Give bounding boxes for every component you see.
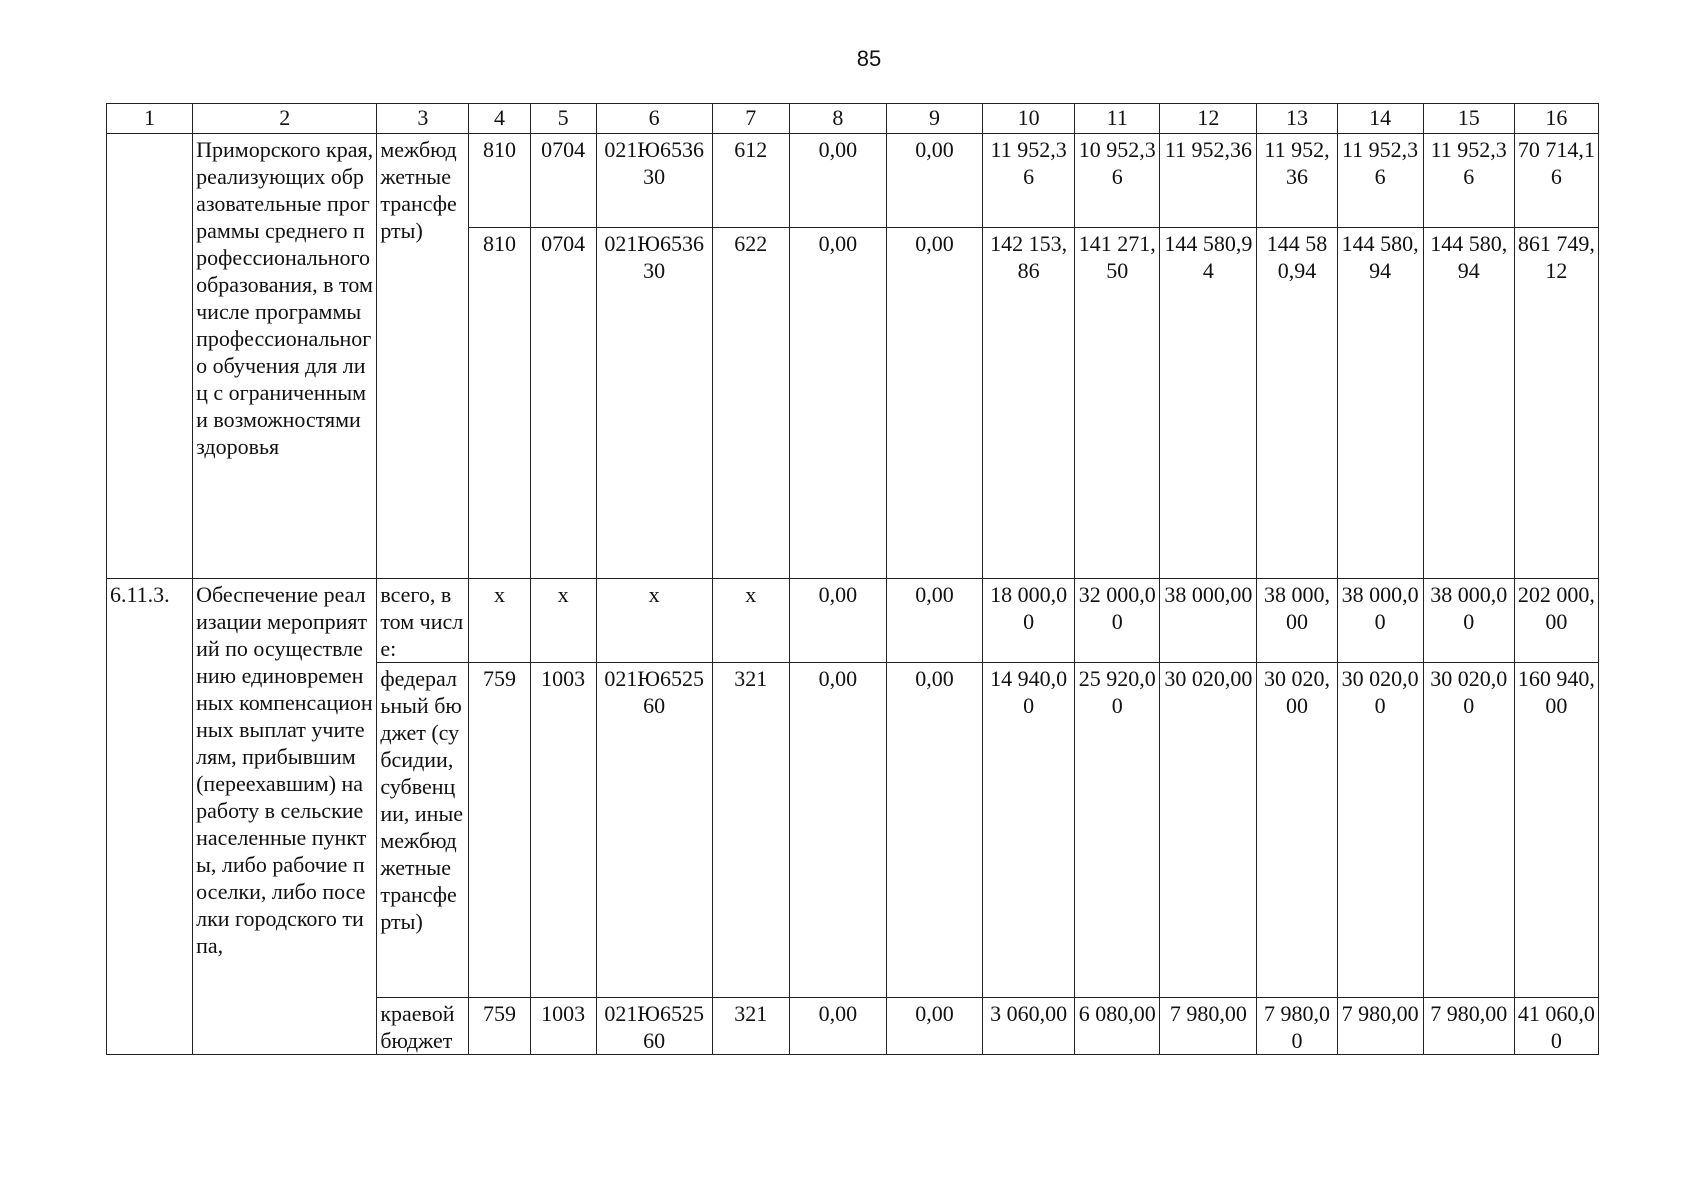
- header-cell: 11: [1075, 104, 1160, 134]
- value-cell: x: [596, 579, 712, 663]
- value-cell: 30 020,00: [1337, 663, 1423, 998]
- value-cell: 3 060,00: [983, 998, 1075, 1055]
- funding-source-cell: краевой бюджет: [377, 998, 469, 1055]
- value-cell: 0704: [530, 228, 596, 579]
- header-cell: 6: [596, 104, 712, 134]
- value-cell: 0,00: [789, 134, 886, 228]
- value-cell: 38 000,00: [1160, 579, 1257, 663]
- value-cell: 144 580,94: [1257, 228, 1337, 579]
- value-cell: 144 580,94: [1337, 228, 1423, 579]
- header-cell: 3: [377, 104, 469, 134]
- value-cell: 0704: [530, 134, 596, 228]
- row-number-cell: [107, 134, 193, 579]
- value-cell: 7 980,00: [1337, 998, 1423, 1055]
- value-cell: x: [530, 579, 596, 663]
- value-cell: 30 020,00: [1160, 663, 1257, 998]
- value-cell: 861 749,12: [1514, 228, 1598, 579]
- value-cell: 0,00: [886, 663, 982, 998]
- header-cell: 10: [983, 104, 1075, 134]
- header-cell: 1: [107, 104, 193, 134]
- value-cell: 0,00: [789, 228, 886, 579]
- value-cell: 810: [469, 228, 530, 579]
- funding-source-cell: межбюджетные трансферты): [377, 134, 469, 579]
- value-cell: 021Ю652560: [596, 998, 712, 1055]
- value-cell: 38 000,00: [1257, 579, 1337, 663]
- value-cell: 160 940,00: [1514, 663, 1598, 998]
- value-cell: 142 153,86: [983, 228, 1075, 579]
- value-cell: 6 080,00: [1075, 998, 1160, 1055]
- value-cell: 810: [469, 134, 530, 228]
- value-cell: 11 952,36: [1160, 134, 1257, 228]
- header-cell: 2: [193, 104, 377, 134]
- value-cell: 0,00: [789, 663, 886, 998]
- value-cell: 0,00: [789, 579, 886, 663]
- table-row: [107, 134, 1599, 228]
- header-cell: 13: [1257, 104, 1337, 134]
- header-cell: 14: [1337, 104, 1423, 134]
- value-cell: 41 060,00: [1514, 998, 1598, 1055]
- value-cell: 32 000,00: [1075, 579, 1160, 663]
- value-cell: 11 952,36: [1423, 134, 1514, 228]
- value-cell: 14 940,00: [983, 663, 1075, 998]
- value-cell: 141 271,50: [1075, 228, 1160, 579]
- header-cell: 12: [1160, 104, 1257, 134]
- value-cell: 321: [712, 663, 789, 998]
- value-cell: 1003: [530, 998, 596, 1055]
- measure-name-cell: Обеспечение реализации мероприятий по осуществлению единовременных компенсационных выплат учителям, прибывшим (переехавшим) на работу в сельские населенные пункты, либо рабочие поселки, либо поселки городского типа,: [193, 579, 377, 1055]
- value-cell: 38 000,00: [1423, 579, 1514, 663]
- value-cell: 7 980,00: [1257, 998, 1337, 1055]
- header-cell: 4: [469, 104, 530, 134]
- value-cell: 7 980,00: [1160, 998, 1257, 1055]
- value-cell: 30 020,00: [1257, 663, 1337, 998]
- value-cell: 144 580,94: [1423, 228, 1514, 579]
- header-row: [107, 104, 1599, 134]
- value-cell: 7 980,00: [1423, 998, 1514, 1055]
- header-cell: 15: [1423, 104, 1514, 134]
- value-cell: x: [469, 579, 530, 663]
- header-cell: 8: [789, 104, 886, 134]
- value-cell: 11 952,36: [983, 134, 1075, 228]
- value-cell: 622: [712, 228, 789, 579]
- value-cell: 021Ю653630: [596, 134, 712, 228]
- value-cell: 1003: [530, 663, 596, 998]
- value-cell: 11 952,36: [1257, 134, 1337, 228]
- value-cell: 38 000,00: [1337, 579, 1423, 663]
- header-cell: 7: [712, 104, 789, 134]
- budget-table: [106, 103, 1599, 1055]
- header-cell: 9: [886, 104, 982, 134]
- funding-source-cell: всего, в том числе:: [377, 579, 469, 663]
- page-number: 85: [856, 46, 882, 71]
- value-cell: 30 020,00: [1423, 663, 1514, 998]
- header-cell: 5: [530, 104, 596, 134]
- value-cell: 202 000,00: [1514, 579, 1598, 663]
- value-cell: 0,00: [886, 134, 982, 228]
- value-cell: 0,00: [886, 998, 982, 1055]
- value-cell: 70 714,16: [1514, 134, 1598, 228]
- value-cell: 759: [469, 663, 530, 998]
- value-cell: 321: [712, 998, 789, 1055]
- value-cell: 10 952,36: [1075, 134, 1160, 228]
- header-cell: 16: [1514, 104, 1598, 134]
- value-cell: 0,00: [886, 228, 982, 579]
- value-cell: 021Ю652560: [596, 663, 712, 998]
- measure-name-cell: Приморского края, реализующих образовательные программы среднего профессионального образования, в том числе программы профессионального обучения для лиц с ограниченными возможностями здоровья: [193, 134, 377, 579]
- value-cell: x: [712, 579, 789, 663]
- value-cell: 0,00: [789, 998, 886, 1055]
- value-cell: 759: [469, 998, 530, 1055]
- row-number-cell: 6.11.3.: [107, 579, 193, 1055]
- value-cell: 0,00: [886, 579, 982, 663]
- funding-source-cell: федеральный бюджет (субсидии, субвенции, иные межбюджетные трансферты): [377, 663, 469, 998]
- value-cell: 18 000,00: [983, 579, 1075, 663]
- value-cell: 25 920,00: [1075, 663, 1160, 998]
- value-cell: 11 952,36: [1337, 134, 1423, 228]
- value-cell: 021Ю653630: [596, 228, 712, 579]
- table-row: [107, 579, 1599, 663]
- value-cell: 144 580,94: [1160, 228, 1257, 579]
- value-cell: 612: [712, 134, 789, 228]
